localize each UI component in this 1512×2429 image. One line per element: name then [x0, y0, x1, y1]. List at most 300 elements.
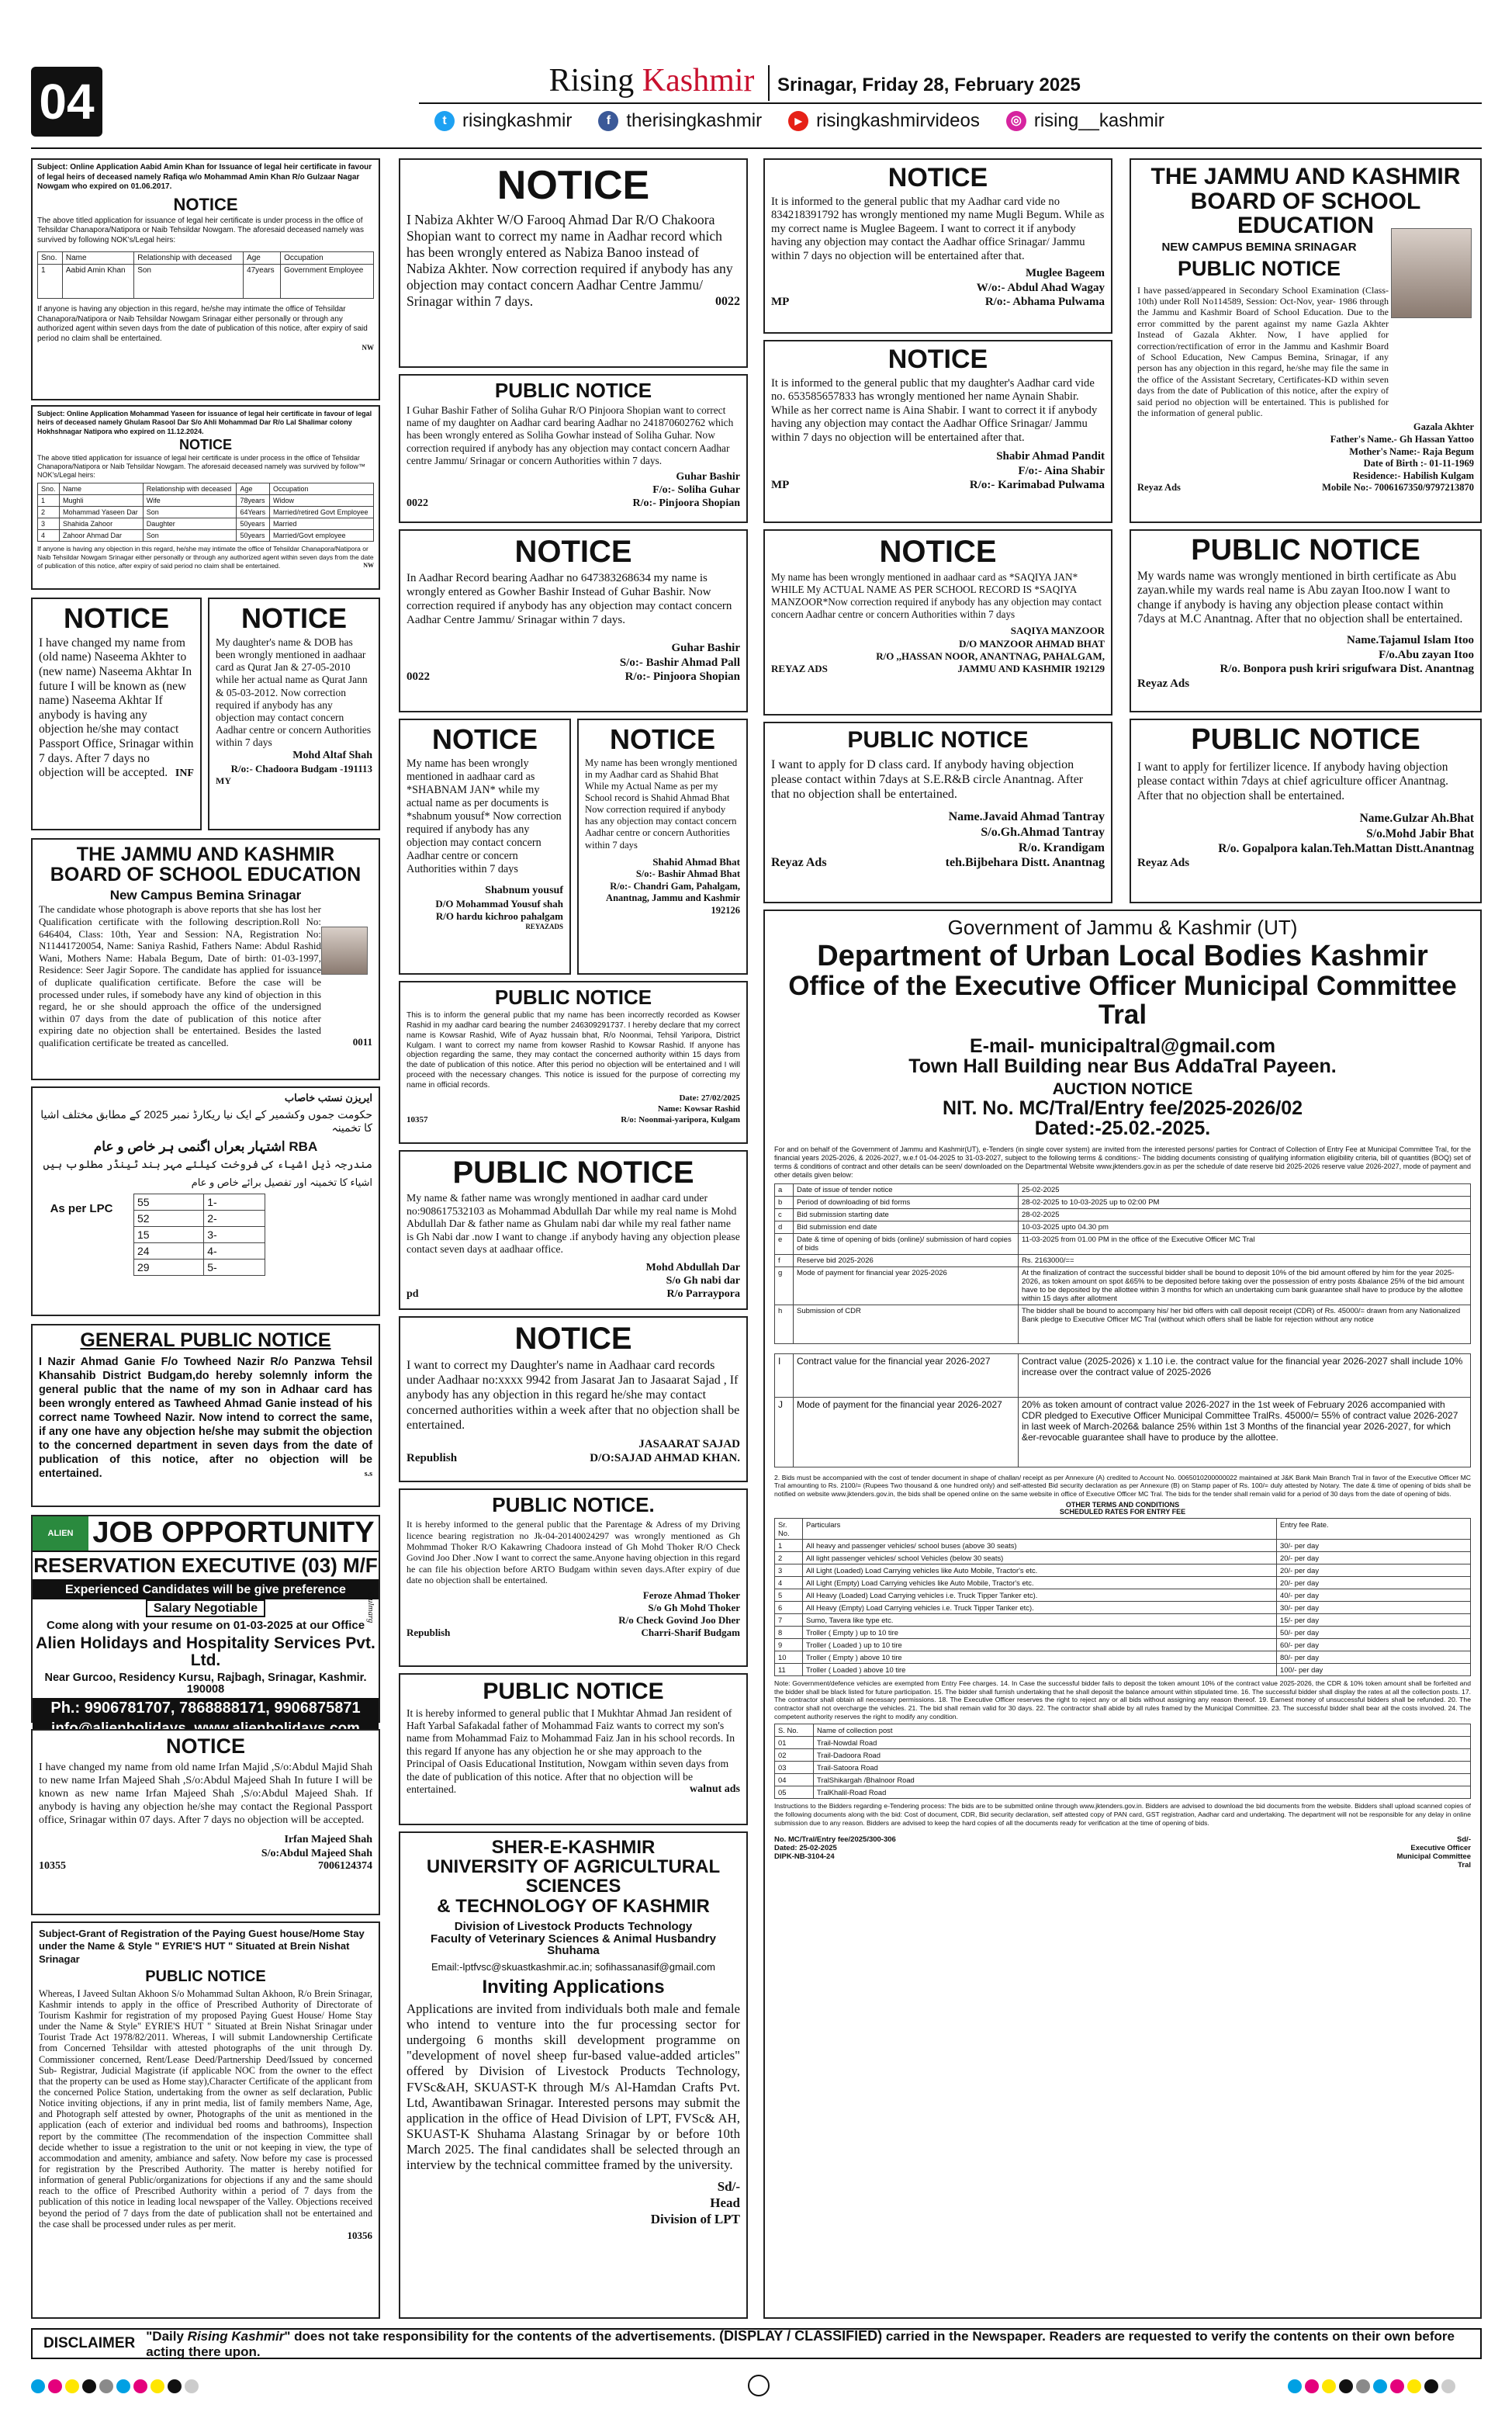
registration-dot — [1407, 2379, 1421, 2393]
ad28-sig1: Name.Gulzar Ah.Bhat — [1359, 812, 1474, 826]
ad24-sig2: D/O MANZOOR AHMAD BHAT — [959, 637, 1105, 650]
social-bar — [434, 110, 1164, 132]
ad12-sig3: R/o:- Pinjoora Shopian — [632, 497, 740, 509]
page-number: 04 — [31, 67, 102, 137]
table-row: 11 Troller ( Loaded ) above 10 tire 100/- per day — [775, 1663, 1471, 1675]
ad26-sig5: Residence:- Habilish Kulgam — [1352, 470, 1474, 481]
disclaimer-text: "Daily Rising Kashmir" does not take responsibility for the contents of the advertisements. (DISPLAY / CLASSIFIED) carried in the Newspaper. Readers are requested to verify the contents on their own before acting there upon. — [146, 2327, 1455, 2359]
ad13-sig2: S/o:- Bashir Ahmad Pall — [619, 656, 740, 669]
aadhaar-dob-notice-qurat — [208, 598, 380, 830]
name-change-notice-naseema — [31, 598, 202, 830]
paying-guest-registration-notice — [31, 1921, 380, 2319]
color-registration-bar-left — [31, 2379, 199, 2393]
ad9-sig2: S/o:Abdul Majeed Shah — [261, 1847, 372, 1859]
fertilizer-licence-notice — [1130, 719, 1482, 903]
ad28-body: I want to apply for fertilizer licence. If anybody having objection please contact within 7days at chief agriculture officer Anantnag. After that no objection shall be entertained. — [1137, 760, 1448, 802]
table-row: g Mode of payment for financial year 2025-2026 At the finalization of contract the successful bidder shall be bound to deposit 10% of the bid amount offered by him for the year 2025-2026, as token amount on spot &65% to be deposited before taking over the possession of entry posts &balance 25% of the bid amount have to be deposited by the allottee within 3 months for which an undertaking cum bank guarantee shall have to produce by the allottee within 15 days after allotment — [775, 1266, 1471, 1305]
ad26-sig1: Gazala Akhter — [1413, 421, 1474, 433]
table-row: 2 Mohammad Yaseen Dar Son 64Years Married/retired Govt Employee — [38, 507, 374, 518]
table-row: 03 Trail-Satoora Road — [775, 1762, 1471, 1774]
ad15-body: My name has been wrongly mentioned in my Aadhar card as Shahid Bhat While my Actual Name as per my School record is Shahid Ahmad Bhat Now correction required if anybody has any objection may contact concern Aadhar centre or concern Authorities within 7 days — [585, 757, 738, 851]
driving-licence-notice-feroze — [399, 1488, 748, 1667]
ad29-ref2: Dated: 25-02-2025 — [774, 1843, 837, 1852]
ad29-sign1: Sd/- — [1457, 1835, 1471, 1844]
ad29-dated: Dated:-25.02.-2025. — [1034, 1117, 1211, 1140]
ad2-code: NW — [363, 562, 374, 570]
table-row: 1 All heavy and passenger vehicles/ school buses (above 30 seats) 30/- per day — [775, 1539, 1471, 1551]
ad21-s3: Shuhama — [547, 1944, 600, 1958]
aadhaar-notice-guhar — [399, 529, 748, 712]
table-row: J Mode of payment for the financial year 2026-2027 20% as token amount of contract value 2026-2027 in the 1st week of February 2026 accompanied with CDR pledged to Executive Officer Municipal Committee TralRs. 45000/= 55% of contract value 2026-2027 in last week of March-2026& balance 25% within 1st 3 Months of the financial year 2026-2027, for which &er-revocable guarantee shall have to produce by the allottee. — [775, 1397, 1471, 1467]
ad9-phone: 7006124374 — [318, 1860, 372, 1873]
table-row: I Contract value for the financial year 2026-2027 Contract value (2025-2026) x 1.10 i.e. the contract value for the financial year 2026-2027 shall include 10% increase over the contract value of 2025-2026 — [775, 1353, 1471, 1397]
ad11-code: 0022 — [715, 295, 740, 309]
ad13-title: NOTICE — [514, 535, 632, 569]
ad9-code: 10355 — [39, 1860, 66, 1873]
social-youtube[interactable] — [788, 110, 980, 132]
ad1-subject: Subject: Online Application Aabid Amin Khan for Issuance of legal heir certificate in favour of legal heirs of deceased namely Rafiqa w/o Mohammad Amin Khan R/o Gulzaar Nagar Nowgam who expired on 01.06.2017. — [37, 163, 372, 191]
aadhaar-notice-saqiya — [763, 529, 1112, 716]
registration-dot — [116, 2379, 130, 2393]
ad14-sig3: R/O hardu kichroo pahalgam — [435, 910, 563, 922]
alien-logo: ALIEN — [33, 1516, 88, 1551]
social-label: risingkashmir — [462, 110, 573, 131]
ad20-body: It is hereby informed to general public that I Mukhtar Ahmad Jan resident of Haft Yarbal Safakadal father of Mohammad Faiz wants to correct my son's name from Mohammad Faiz to Mohammad Faiz Jan in his school records. In this regard If anyone has any objection he or she may approach to the Principal of Oasis Educational Institution, Nowgam within seven days from the date of publication of this notice. After that no objection will be entertained. — [407, 1707, 735, 1796]
table-row: d Bid submission end date 10-03-2025 upto 04.30 pm — [775, 1221, 1471, 1233]
social-label: rising__kashmir — [1033, 110, 1164, 131]
table-row: 01 Trail-Nowdal Road — [775, 1737, 1471, 1749]
ad28-sig2: S/o.Mohd Jabir Bhat — [1366, 826, 1474, 840]
ad28-title: PUBLIC NOTICE — [1191, 723, 1420, 756]
ad14-sig2: D/O Mohammad Yousuf shah — [435, 897, 563, 910]
ad29-sign2: Executive Officer — [1410, 1843, 1471, 1852]
ad26-sig4: Date of Birth :- 01-11-1969 — [1363, 458, 1474, 470]
contract-2026-table — [774, 1353, 1471, 1467]
registration-mark-icon — [748, 2375, 770, 2396]
ad29-nit: NIT. No. MC/Tral/Entry fee/2025-2026/02 — [942, 1097, 1303, 1120]
ad6-table — [133, 1194, 265, 1276]
ad20-code: walnut ads — [690, 1783, 740, 1795]
ad8-address: Near Gurcoo, Residency Kursu, Rajbagh, Srinagar, Kashmir. 190008 — [44, 1672, 367, 1696]
ad21-t3: & TECHNOLOGY OF KASHMIR — [437, 1895, 710, 1917]
ad18-sig2: D/O:SAJAD AHMAD KHAN. — [590, 1451, 740, 1464]
table-row: 4 Zahoor Ahmad Dar Son 50years Married/Govt employee — [38, 530, 374, 542]
municipal-auction-notice — [763, 910, 1482, 2319]
twitter-icon: t — [434, 111, 455, 131]
birth-certificate-notice-abu-zayan — [1130, 529, 1482, 712]
table-row: 02 Trail-Dadoora Road — [775, 1749, 1471, 1762]
table-row: h Submission of CDR The bidder shall be bound to accompany his/ her bid offers with call deposit receipt (CDR) of Rs. 45000/= drawn from any Nationalized Bank pledge to Executive Officer MC Tral (without which offers shall be liable for rejection without any notice — [775, 1305, 1471, 1343]
ad22-code: MP — [771, 295, 790, 308]
ad4-title: NOTICE — [240, 602, 347, 634]
ad16-sig1: Name: Kowsar Rashid — [657, 1104, 740, 1114]
brand-part2: Kashmir — [642, 63, 755, 99]
ad25-title: PUBLIC NOTICE — [847, 727, 1029, 753]
ad10-subject: Subject-Grant of Registration of the Paying Guest house/Home Stay under the Name & Style " EYRIE'S HUT " Situated at Brein Nishat Srinagar — [39, 1928, 365, 1965]
registration-dot — [82, 2379, 96, 2393]
ad22-sig3: R/o:- Abhama Pulwama — [984, 295, 1105, 308]
ad5-sub: New Campus Bemina Srinagar — [109, 887, 302, 903]
ad23-sig3: R/o:- Karimabad Pulwama — [969, 478, 1105, 491]
ad7-code: s.s — [364, 1470, 372, 1479]
ad5-body: The candidate whose photograph is above reports that she has lost her Qualification certificate with the following description.Roll No: 646404, Class: 10th, Year and Session: NA, Registration No: N11441720054, Name: Saniya Rashid, Fathers Name: Abdul Rashid Wani, Mothers Name: Habala Begum, Date of birth: 01-03-1997, Residence: Seer Jagir Sopore. The candidate has applied for issuance of duplicate qualification certificate. Before the case will be processed under rules, if somebody have any kind of objection in this regard, he or she should approach the office of the undersigned within 07 days from the date of publication of this notice after expiring date no objection shall be entertained. Besides the lasted qualification certificate be treated as cancelled. — [39, 903, 321, 1048]
ad12-title: PUBLIC NOTICE — [494, 379, 652, 402]
ad21-sig2: Head — [710, 2195, 740, 2210]
aadhaar-notice-shabnum — [399, 719, 571, 975]
ad13-sig1: Guhar Bashir — [671, 642, 740, 654]
ad19-body: It is hereby informed to the general public that the Parentage & Adress of my Driving licence bearing registration no Jk-04-20140024297 was wrongly mentioned as Gh Mohmmad Thoker R/O Kakawring Chadoora instead of Gh Mohd Thoker R/O Check Govind Joo Dher .Now I want to correct the same.Anyone having objection in this regard he can file his objection before ARTO Budgam within seven days.After expiry of due date no objection shall be entertained. — [407, 1519, 740, 1586]
registration-dot — [1424, 2379, 1438, 2393]
table-row: 1 Mughli Wife 78years Widow — [38, 495, 374, 507]
ad19-code: Republish — [407, 1627, 451, 1639]
ad24-body: My name has been wrongly mentioned in aadhaar card as *SAQIYA JAN* WHILE My ACTUAL NAME AS PER SCHOOL RECORD IS *SAQIYA MANZOOR*Now correction required if anybody has any objection may contact concern Aadhar centre or concern Authorities within 7 days — [771, 571, 1102, 620]
table-row: 24 4- — [134, 1243, 265, 1260]
youtube-icon: ▶ — [788, 111, 808, 131]
ad16-date: Date: 27/02/2025 — [679, 1093, 740, 1104]
ad15-title: NOTICE — [609, 723, 715, 755]
registration-dot — [1390, 2379, 1404, 2393]
ad26-title: THE JAMMU AND KASHMIR BOARD OF SCHOOL EDUCATION — [1150, 164, 1461, 238]
ad24-sig4: JAMMU AND KASHMIR 192129 — [957, 663, 1105, 675]
ad3-title: NOTICE — [63, 602, 169, 634]
aadhaar-notice-aina — [763, 340, 1112, 523]
job-opportunity-ad — [31, 1515, 380, 1723]
ad23-sig1: Shabir Ahmad Pandit — [996, 450, 1105, 463]
ad6-line6: اشیاء کا تخمینہ اور تفصیل برائے خاص و عام — [191, 1176, 372, 1188]
registration-dot — [1373, 2379, 1387, 2393]
col-header: Occupation — [281, 252, 374, 265]
table-row: 4 All Light (Empty) Load Carrying vehicles like Auto Mobile, Tractor's etc. 20/- per day — [775, 1576, 1471, 1589]
urdu-auction-notice — [31, 1086, 380, 1316]
ad29-dept: Department of Urban Local Bodies Kashmir — [817, 940, 1428, 973]
ad26-code: Reyaz Ads — [1137, 482, 1181, 494]
ad21-subtitle: Inviting Applications — [482, 1976, 665, 1998]
table-row: 15 3- — [134, 1227, 265, 1243]
d-class-card-notice — [763, 722, 1112, 903]
registration-dot — [151, 2379, 164, 2393]
ad27-code: Reyaz Ads — [1137, 677, 1190, 691]
color-registration-bar-right — [1288, 2379, 1455, 2393]
ad29-terms-text: Note: Government/defence vehicles are exempted from Entry Fee charges. 14. In Case the successful bidder fails to deposit the token amount 10% of the contract value 2025-2026, the CDR & 10% token amount shall be forfeited and the bidder shall be black listed for future participation. 15. The bidder shall furnish undertaking that he shall deposit the balance amount within stipulated time. 16. The successful bidder shall display the rates at all the collection posts. 17. The contractor shall obtain all necessary permissions. 18. The Executive Officer reserves the right to reject any or all bids without assigning any reason thereof. 19. Earnest money of unsuccessful bidders shall be refunded. 20. The contractor shall not overcharge the vehicles. 21. The bid shall remain valid for 30 days. 22. The contractor shall abide by all rules framed by the Municipal Committee. 23. The successful bidder shall bear all the costs involved. 24. The competent authority reserves the right to modify any condition. — [774, 1679, 1471, 1720]
ad3-body: I have changed my name from (old name) Naseema Akhter to (new name) Naseema Akhtar In future I will be known as (new name) Naseema Akhtar If anybody is having any objection he/she may contact Passport Office, Srinagar within 7 days. After 7 days no objection will be accepted. — [39, 636, 194, 780]
aadhaar-notice-shahid — [577, 719, 748, 975]
ad10-code: 10356 — [347, 2229, 372, 2241]
ad2-footer: If anyone is having any objection in this regard, he/she may intimate the office of Tehsildar Chanapora/Natipora or Naib Tehsildar Nowgam Srinagar either personally or through any authorized agent within seven days from the date of publication of this notice, after expiry of said period no claim shall be entertained. — [37, 545, 374, 570]
ad21-s1: Division of Livestock Products Technology — [454, 1919, 693, 1933]
ad21-t2: UNIVERSITY OF AGRICULTURAL SCIENCES — [426, 1856, 721, 1897]
registration-dot — [133, 2379, 147, 2393]
ad29-hall: Town Hall Building near Bus AddaTral Payeen. — [908, 1055, 1337, 1077]
ad23-body: It is informed to the general public that my daughter's Aadhar card vide no. 653585657833 has wrongly mentioned her name Aynain Shabir. While as her correct name is Aina Shabir. I want to correct it if anybody having any objection may contact the Aadhar Office Srinagar/ Jammu within 7 days no objection will be entertained after that. — [771, 376, 1098, 444]
ad19-sig3: R/o Check Govind Joo Dher — [618, 1614, 740, 1627]
registration-dot — [65, 2379, 79, 2393]
ad4-sig2: R/o:- Chadoora Budgam -191113 — [230, 762, 372, 774]
ad21-sig3: Division of LPT — [650, 2212, 740, 2227]
ad5-code: 0011 — [352, 1036, 372, 1048]
ad23-sig2: F/o:- Aina Shabir — [1018, 464, 1105, 477]
ad15-code: 192126 — [711, 904, 740, 916]
ad26-sub: NEW CAMPUS BEMINA SRINAGAR — [1161, 240, 1357, 254]
ad22-body: It is informed to the general public that my Aadhar card vide no 834218391792 has wrongly mentioned my name Mugli Begum. While as my correct name is Muglee Bageem. I want to correct it if anybody having any objection may contact the Aadhar office Srinagar/ Jammu within 7 days no objection will be entertained after that. — [771, 195, 1105, 262]
ad29-sign3: Municipal Committee — [1396, 1852, 1471, 1861]
ad19-sig4: Charri-Sharif Budgam — [641, 1627, 740, 1639]
ad28-sig3: R/o. Gopalpora kalan.Teh.Mattan Distt.Anantnag — [1218, 842, 1474, 856]
ad13-sig3: R/o:- Pinjoora Shopian — [625, 670, 740, 683]
ad29-office: Office of the Executive Officer Municipal Committee Tral — [788, 971, 1457, 1030]
col-header: Name — [62, 252, 133, 265]
skuast-inviting-applications — [399, 1831, 748, 2319]
header-bottom-line — [31, 147, 1482, 149]
entry-fee-rate-table: Sr. No. Particulars Entry fee Rate. 1 All heavy and passenger vehicles/ school buses (above 30 seats) 30/- per day 2 All light passenger vehicles/ school Vehicles (below 30 seats) 20/- per day 3 All Light (Loaded) Load Carrying vehicles like Auto Mobile, Tractor's etc. 20/- per day 4 All Light (Empty) Load Carrying vehicles like Auto Mobile, Tractor's etc. 20/- per day 5 All Heavy (Loaded) Load Carrying vehicles i.e. Truck Tipper Tanker etc). 40/- per day 6 All Heavy (Empty) Load Carrying vehicles i.e. Truck Tipper Tanker etc). 30/- per day 7 Sumo, Tavera like type etc. 15/- per day 8 Troller ( Empty ) up to 10 tire 50/- per day 9 Troller ( Loaded ) up to 10 tire 60/- per day 10 Troller ( Empty ) above 10 tire 80/- per day 11 Troller ( Loaded ) above 10 tire 100/- per day — [774, 1518, 1471, 1676]
ad15-sig1: Shahid Ahmad Bhat — [652, 855, 740, 868]
aadhaar-notice-soliha — [399, 374, 748, 523]
ad29-sign4: Tral — [1458, 1860, 1471, 1869]
ad23-code: MP — [771, 478, 790, 491]
aadhaar-notice-kowsar — [399, 981, 748, 1144]
ad6-line3: RBA اشتہار بعراں اگنمی ہر خاص و عام — [93, 1138, 318, 1154]
ad12-code: 0022 — [407, 497, 428, 509]
ad15-sig3: R/o:- Chandri Gam, Pahalgam, — [610, 880, 740, 892]
legal-heir-notice-2 — [31, 405, 380, 590]
ad22-sig1: Muglee Bageem — [1025, 267, 1105, 280]
ad27-title: PUBLIC NOTICE — [1191, 534, 1420, 567]
social-instagram[interactable] — [1006, 110, 1164, 132]
ad1-table — [37, 251, 374, 299]
table-row: 6 All Heavy (Empty) Load Carrying vehicles i.e. Truck Tipper Tanker etc). 30/- per day — [775, 1601, 1471, 1613]
ad19-sig1: Feroze Ahmad Thoker — [642, 1589, 740, 1601]
table-row: 3 Shahida Zahoor Daughter 50years Married — [38, 518, 374, 530]
ad26-body: I have passed/appeared in Secondary School Examination (Class-10th) under Roll No114589, Session: Oct-Nov, year- 1986 through the Jammu and Kashmir Board of School Education. Due to the error committed by the parent against my name Gazla Akhter Instead of Gazala Akhter. Now, I have applied for correction/rectification of error in the Jammu and Kashmir Board of School Education, New Campus Bemina, Srinagar, if any person has any objection in this regard, he/she may file the same in the office of the Assistant Secretary, Certificates-KD within seven days from the date of Publication of this notice, after the expiry of said period no objection will be entertained. This is published for the information of general public. — [1137, 284, 1389, 418]
table-row: c Bid submission starting date 28-02-2025 — [775, 1208, 1471, 1221]
dateline: Srinagar, Friday 28, February 2025 — [777, 74, 1081, 95]
ad16-title: PUBLIC NOTICE — [494, 986, 652, 1009]
ad21-sig1: Sd/- — [717, 2178, 740, 2194]
ad8-walkin: Come along with your resume on 01-03-2025 at our Office — [46, 1619, 365, 1633]
social-label: therisingkashmir — [626, 110, 763, 131]
instagram-icon: ◎ — [1006, 111, 1026, 131]
table-row: 52 2- — [134, 1211, 265, 1227]
ad15-sig4: Anantnag, Jammu and Kashmir — [606, 892, 740, 904]
ad10-body: Whereas, I Javeed Sultan Akhoon S/o Mohammad Sultan Akhoon, R/o Brein Srinagar, Kashmir intends to apply in the office of Prescribed Authority of Directorate of Tourism Kashmir for registration of my proposed Paying Guest House/ Home Stay under the Name & Style" EYRIE'S HUT " Situated at Brein Nishat Srinagar under Tourist Trade Act 1978/82/2011. Whereas, I will submit Landownership Certificate from Concerned Tehsildar with attested photographs of the unit through Dy. Commissioner concerned, Rent/Lease Deed/Partnership Deed/Issued by concerned Sub- Registrar, Judicial Magistrate (if applicable NOC from the owner to the effect that the property can be used as Home stay),Character Certificate of the applicant from the concerned Police Station, undertaking from the owner as self declaration, Public Notice inviting objections, if any in print media, list of family members Name, Age, and Photograph self attested by owner, Photographs of the unit as mentioned in the application (each of exterior and individual bed rooms and bathrooms), Inspection report by the committee (The recommendation of the inspection Committee shall decide whether to issue a registration to the unit or not keeping in view, the type of accommodation and amenity, ambiance and safety. Now before my case is processed for registration by the Prescribed Authority. The matter is hereby notified for information of general Public/organizations for objections if any and the same should reach to the office of Prescribed Authority within a period of 7 days from the publication of this notice in leading local newspaper of the Valley. Objections received beyond the period of 7 days from the date of publication shall not be entertained and the case shall be processed under rules as per merit. — [39, 1987, 372, 2230]
table-row: a Date of issue of tender notice 25-02-2025 — [775, 1183, 1471, 1196]
ad2-subject: Subject: Online Application Mohammad Yaseen for issuance of legal heir certificate in favour of legal heirs of deceased namely Ghulam Rasool Dar S/o Ahli Mohammad Dar R/o Lal Shalimar colony Hokhshnagar Natipora who expired on 11.12.2024. — [37, 410, 372, 435]
ad26-phone: Mobile No:- 7006167350/9797213870 — [1322, 482, 1474, 494]
social-label: risingkashmirvideos — [816, 110, 980, 131]
ad19-sig2: S/o Gh Mohd Thoker — [648, 1601, 740, 1613]
table-row: 3 All Light (Loaded) Load Carrying vehicles like Auto Mobile, Tractor's etc. 20/- per day — [775, 1564, 1471, 1576]
legal-heir-notice-1 — [31, 158, 380, 400]
ad7-title: GENERAL PUBLIC NOTICE — [80, 1329, 331, 1351]
ad25-sig3: R/o. Krandigam — [1018, 841, 1105, 855]
ad18-code: Republish — [407, 1451, 458, 1464]
ad14-code: REYAZADS — [525, 923, 563, 931]
ad22-title: NOTICE — [887, 163, 988, 192]
aadhaar-notice-nabiza — [399, 158, 748, 368]
ad6-lpc: As per LPC — [50, 1202, 113, 1216]
ad3-code: INF — [175, 767, 194, 779]
table-row: 5 All Heavy (Loaded) Load Carrying vehicles i.e. Truck Tipper Tanker etc). 40/- per day — [775, 1589, 1471, 1601]
ad21-t1: SHER-E-KASHMIR — [491, 1837, 656, 1858]
ad26-sig3: Mother's Name:- Raja Begum — [1349, 445, 1474, 457]
registration-dot — [99, 2379, 113, 2393]
ad25-sig1: Name.Javaid Ahmad Tantray — [948, 810, 1105, 824]
ad14-body: My name has been wrongly mentioned in aadhaar card as *SHABNAM JAN* while my actual name as per documents is *shabnum yousuf* Now correction required if anybody has any objection may contact concern Aadhar centre or concern Authorities within 7 days — [407, 757, 562, 876]
ad17-sig3: R/o Parraypora — [666, 1287, 740, 1300]
registration-dot — [48, 2379, 62, 2393]
ad1-footer: If anyone is having any objection in this regard, he/she may intimate the office of Tehsildar Chanapora/Natipora or Naib Tehsildar Nowgam Srinagar either personally or through any authorized agent within seven days from the date of publication of this notice, after expiry of said period no claim shall be entertained. — [37, 305, 368, 343]
candidate-photo — [321, 927, 368, 975]
ad29-terms-title: OTHER TERMS AND CONDITIONS — [1065, 1500, 1180, 1509]
table-row: 04 TralShikargah /Bhalnoor Road — [775, 1774, 1471, 1786]
table-row: 55 1- — [134, 1194, 265, 1211]
ad23-title: NOTICE — [887, 345, 988, 374]
ad25-sig4: teh.Bijbehara Distt. Anantnag — [945, 856, 1105, 870]
ad25-sig2: S/o.Gh.Ahmad Tantray — [981, 826, 1105, 840]
brand-part1: Rising — [548, 63, 635, 99]
ad12-sig1: Guhar Bashir — [676, 470, 740, 483]
candidate-photo — [1391, 228, 1472, 318]
ad22-sig2: W/o:- Abdul Ahad Wagay — [976, 281, 1105, 294]
ad2-table: Sno. Name Relationship with deceased Age Occupation 1 Mughli Wife 78years Widow 2 Mohammad Yaseen Dar Son 64Years Married/retired Govt Employee 3 Shahida Zahoor Daughter 50years Married 4 Zahoor Ahmad Dar Son 50years Married/Govt employee — [37, 483, 374, 542]
ad2-title: NOTICE — [178, 436, 232, 452]
ad14-sig1: Shabnum yousuf — [485, 885, 563, 897]
jkbose-correction-notice-gazala — [1130, 158, 1482, 523]
ad7-body: I Nazir Ahmad Ganie F/o Towheed Nazir R/o Panzwa Tehsil Khansahib District Budgam,do hereby solemnly inform the general public that the name of my son in Adhaar card has been wrongly entered as Tawheed Ahmad Ganie instead of his correct name Towheed Nazir. Now intend to correct the same, if any one have any objection he/she may submit the objection to the concerned department in seven days from the date of publication of this notice, after no objection will be entertained. — [39, 1356, 372, 1481]
ad6-line1: ایریزن نستب خاصاب — [284, 1092, 372, 1104]
ad16-code: 10357 — [407, 1114, 428, 1124]
header-line — [419, 102, 1482, 104]
ad18-body: I want to correct my Daughter's name in Aadhaar card records under Aadhaar no:xxxx 9942 from Jasarat Jan to Jasaarat Sajad , If anybody has any objection in this regard he/she may contact concerned authorities within a week after that no objection shall be entertained. — [407, 1359, 740, 1432]
ad9-title: NOTICE — [165, 1734, 245, 1758]
ad17-sig1: Mohd Abdullah Dar — [645, 1261, 740, 1273]
social-facebook[interactable] — [598, 110, 762, 132]
ad15-sig2: S/o:- Bashir Ahmad Bhat — [635, 868, 740, 879]
ad29-note2: 2. Bids must be accompanied with the cost of tender document in shape of challan/ receipt as per Annexure (A) credited to Account No. 0065010200000022 maintained at J&K Bank Main Branch Tral in favor of the Executive Officer MC Tral amounting to Rs. 2100/= (Rupees Two thousand & one hundred only) and self-attested Bid security declaration as per Annexure (B) on Stamp paper of Rs. 100/= duly attested by Notary. The date & time of opening of bids shall be notified on website www.jktenders.gov.in, the bids shall be opened online on the same website in office of Executive Officer MC Tral. The bids for the tender shall remain valid for a period of 30 days from the date of opening of bids. — [774, 1473, 1471, 1499]
col-header: Age — [244, 252, 281, 265]
ad1-title: NOTICE — [173, 194, 238, 214]
ad29-gov: Government of Jammu & Kashmir (UT) — [947, 916, 1298, 939]
registration-dot — [1305, 2379, 1319, 2393]
ad17-title: PUBLIC NOTICE — [452, 1156, 694, 1190]
table-row: 05 TralKhalil-Road Road — [775, 1786, 1471, 1799]
registration-dot — [168, 2379, 182, 2393]
ad8-side: Gulmarg — [366, 1592, 375, 1623]
ad11-title: NOTICE — [497, 163, 650, 208]
ad25-body: I want to apply for D class card. If anybody having objection please contact within 7days at S.E.R&B circle Anantnag. After that no objection shall be entertained. — [771, 757, 1084, 801]
registration-dot — [1288, 2379, 1302, 2393]
registration-dot — [31, 2379, 45, 2393]
salary-badge: Salary Negotiable — [146, 1599, 265, 1617]
ad17-body: My name & father name was wrongly mentioned in aadhar card under no:908617532103 as Mohammad Abdullah Dar while my real name is Mohd Abdullah Dar & father name as Ghulam nabi dar while my real father name is Gh Nabi dar .now I want to change .if anybody having any objection please contact seven days at aadhaar office. — [407, 1192, 740, 1256]
ad11-body: I Nabiza Akhter W/O Farooq Ahmad Dar R/O Chakoora Shopian want to correct my name in Aadhar record which has been wrongly entered as Nabiza Banoo instead of Nabiza Akhter. Now correction required if anybody has any objection may contact concern Aadhar Centre Jammu/ Srinagar within 7 days. — [407, 211, 733, 310]
registration-dot — [1339, 2379, 1353, 2393]
ad27-sig2: F/o.Abu zayan Itoo — [1379, 648, 1474, 661]
ad13-code: 0022 — [407, 670, 430, 683]
table-row: 7 Sumo, Tavera like type etc. 15/- per day — [775, 1613, 1471, 1626]
ad21-s2: Faculty of Veterinary Sciences & Animal Husbandry — [431, 1932, 716, 1946]
collection-posts-table: S. No. Name of collection post 01 Trail-Nowdal Road 02 Trail-Dadoora Road 03 Trail-Satoora Road 04 TralShikargah /Bhalnoor Road 05 TralKhalil-Road Road — [774, 1724, 1471, 1799]
ad29-docs-text: Instructions to the Bidders regarding e-Tendering process: The bids are to be submitted online through www.jktenders.gov.in. Bidders are advised to download the bid documents from the website. Bidders shall upload scanned copies of the following documents along with the bid: Cost of document, CDR, Bid security declaration, self attested copy of PAN card, GST registration, Aadhar card and undertaking. The department will not be responsible for any delay in online submission due to any reason. Bidders are advised to keep the hard copies of all the documents ready for verification at the time of opening of bids. — [774, 1802, 1471, 1827]
ad1-body: The above titled application for issuance of legal heir certificate is under process in the office of Tehsildar Chanapora/Natipora or Naib Tehsildar Nowgam. The aforesaid deceased namely was survived by following NOK's/Legal heirs: — [37, 216, 364, 244]
ad21-body: Applications are invited from individuals both male and female who intend to venture into the fur processing sector for undergoing 6 months skill development programme on "development of novel sheep fur-based value-added articles" offered by Division of Livestock Products Technology, FVSc&AH, SKUAST-K through M/s Al-Hamdan Crafts Pvt. Ltd, Awantibawan Srinagar. Interested persons may submit the application in the office of Head Division of LPT, FVSc& AH, SKUAST-K Shuhama Alastang Srinagar by or before 10th March 2025. The final candidates shall be selected through an interview by the technical committee framed by the university. — [407, 2001, 740, 2173]
ad13-body: In Aadhar Record bearing Aadhar no 647383268634 my name is wrongly entered as Gowher Bashir Instead of Guhar Bashir. Now correction required if anybody has any objection may contact concern Aadhar Centre Jammu/ Srinagar within 7 days. — [407, 572, 732, 626]
ad4-body: My daughter's name & DOB has been wrongly mentioned in aadhaar card as Qurat Jan & 27-05-2010 while her actual name as Qurat Jann & 05-03-2012. Now correction required if anybody has any objection may contact concern Aadhar centre or concern Authorities within 7 days — [216, 636, 372, 749]
header-rule — [768, 65, 770, 101]
ad16-sig2: R/o: Noonmai-yaripora, Kulgam — [621, 1114, 740, 1124]
ad17-code: pd — [407, 1287, 419, 1300]
ad10-title: PUBLIC NOTICE — [145, 1967, 266, 1985]
ad19-title: PUBLIC NOTICE. — [492, 1493, 655, 1516]
ad8-title: JOB OPPORTUNITY — [92, 1516, 375, 1550]
registration-dot — [1441, 2379, 1455, 2393]
ad9-body: I have changed my name from old name Irfan Majid ,S/o:Abdul Majid Shah to new name Irfan Majeed Shah ,S/o:Abdul Majeed Shah In future I will be known as new name Irfan Majeed Shah ,S/o:Abdul Majeed Shah. If anybody is having any objection he/she may contact the Regional Passport office, Srinagar within 07 days. After 7 days no objection will be accepted. — [39, 1762, 372, 1826]
ad18-title: NOTICE — [514, 1322, 632, 1356]
table-row: 9 Troller ( Loaded ) up to 10 tire 60/- per day — [775, 1638, 1471, 1651]
ad21-email: Email:-lptfvsc@skuastkashmir.ac.in; sofihassanasif@gmail.com — [431, 1961, 715, 1973]
ad5-title: THE JAMMU AND KASHMIR BOARD OF SCHOOL EDUCATION — [50, 844, 362, 886]
ad8-phone: Ph.: 9906781707, 7868888171, 9906875871 — [33, 1698, 379, 1719]
disclaimer-bar — [31, 2328, 1482, 2359]
ad26-title2: PUBLIC NOTICE — [1177, 257, 1341, 281]
facebook-icon: f — [598, 111, 618, 131]
registration-dot — [1322, 2379, 1336, 2393]
ad27-sig3: R/o. Bonpora push kriri srigufwara Dist. Anantnag — [1220, 663, 1474, 676]
ad29-email: E-mail- municipaltral@gmail.com — [970, 1034, 1275, 1057]
ad24-sig3: R/O ,,HASSAN NOOR, ANANTNAG, PAHALGAM, — [876, 650, 1105, 662]
ad25-code: Reyaz Ads — [771, 856, 827, 870]
col-header: Sno. — [38, 252, 63, 265]
ad8-preference: Experienced Candidates will be give preference — [33, 1581, 379, 1599]
ad6-line2: حکومت جموں وکشمیر کے ایک نیا ریکارڈ نمبر 2025 کے مطابق مختلف اشیا کا تخمینہ — [40, 1107, 372, 1135]
table-row: b Period of downloading of bid forms 28-02-2025 to 10-03-2025 up to 02:00 PM — [775, 1196, 1471, 1208]
ad16-body: This is to inform the general public that my name has been incorrectly recorded as Kowser Rashid in my aadhar card bearing the number 246309291737. I hereby declare that my correct name is Kowsar Rashid, Wife of Ayaz hussain bhat, R/o Noonmai, Tehsil Yaripora, District Kulgam. I want to correct my name from kowser Rashid to Kowsar Rashid. If anyone has objection regarding the same, they may contact the concerned authority within 15 days from the date of publication of this notice. After this period no objection will be entertained and I will proceed with the necessary changes. This notice is issued for the purpose of correcting my name in official records. — [407, 1011, 740, 1090]
ad29-sched-title: SCHEDULED RATES FOR ENTRY FEE — [1059, 1508, 1186, 1516]
aadhaar-notice-abdullah — [399, 1150, 748, 1310]
general-public-notice-nazir — [31, 1324, 380, 1507]
ad9-sig1: Irfan Majeed Shah — [284, 1834, 372, 1846]
ad8-company: Alien Holidays and Hospitality Services Pvt. Ltd. — [36, 1634, 375, 1670]
tender-schedule-table — [774, 1183, 1471, 1344]
ad17-sig2: S/o Gh nabi dar — [666, 1275, 740, 1287]
ad29-ref1: No. MC/Tral/Entry fee/2025/300-306 — [774, 1835, 896, 1844]
table-row: 8 Troller ( Empty ) up to 10 tire 50/- per day — [775, 1626, 1471, 1638]
ad28-code: Reyaz Ads — [1137, 857, 1190, 870]
aadhaar-notice-muglee — [763, 158, 1112, 334]
ad26-sig2: Father's Name.- Gh Hassan Yattoo — [1330, 433, 1474, 445]
social-twitter[interactable] — [434, 110, 572, 132]
ad4-code: MY — [216, 775, 231, 787]
aadhaar-notice-jasaarat — [399, 1316, 748, 1482]
masthead — [535, 62, 768, 99]
name-change-notice-irfan — [31, 1729, 380, 1915]
ad4-sig1: Mohd Altaf Shah — [292, 750, 372, 762]
table-row: e Date & time of opening of bids (online)/ submission of hard copies of bids 11-03-2025 from 01.00 PM in the office of the Executive Officer MC Tral — [775, 1233, 1471, 1254]
ad24-code: REYAZ ADS — [771, 663, 828, 675]
ad14-title: NOTICE — [431, 723, 538, 755]
disclaimer-label: DISCLAIMER — [43, 2335, 136, 2351]
table-row: 10 Troller ( Empty ) above 10 tire 80/- per day — [775, 1651, 1471, 1663]
ad2-body: The above titled application for issuance of legal heir certificate is under process in the office of Tehsildar Chanapora/Natipora or Naib Tehsildar Nowgam. The aforesaid deceased namely was survived by follow™ NOK's/Legal heirs: — [37, 453, 365, 480]
registration-dot — [1356, 2379, 1370, 2393]
table-row: 29 5- — [134, 1260, 265, 1276]
ad29-intro: For and on behalf of the Government of Jammu and Kashmir(UT), e-Tenders (in single cover system) are invited from the interested persons/ parties for Contract of Collection of Entry Fee at Municipal Committee Tral, for the financial years 2025-2026, & 2026-2027, w.e.f 01-04-2025 to 31-03-2027, subject to the following terms & conditions:- The bidding documents consisting of qualifying information eligibility criteria, bill of quantities (BOQ) set of terms & conditions of contract and other details can be seen/ downloaded on the Departmental Website www.jktenders.gov.in as per the schedule of date reserve bid 2025-2026 reserve value 2026-2027, mode of payment and other details given below: — [774, 1145, 1471, 1180]
ad1-code: NW — [362, 344, 374, 352]
ad24-title: NOTICE — [879, 535, 997, 569]
table-row: 1 Aabid Amin Khan Son 47years Government Employee — [38, 265, 374, 299]
col-header: Relationship with deceased — [134, 252, 244, 265]
ad18-sig1: JASAARAT SAJAD — [638, 1437, 740, 1450]
ad6-line4: مندرجہ ذیل اشیاء کی فروخت کیلئے مہر بند ٹینڈر مطلوب ہیں — [43, 1158, 372, 1171]
